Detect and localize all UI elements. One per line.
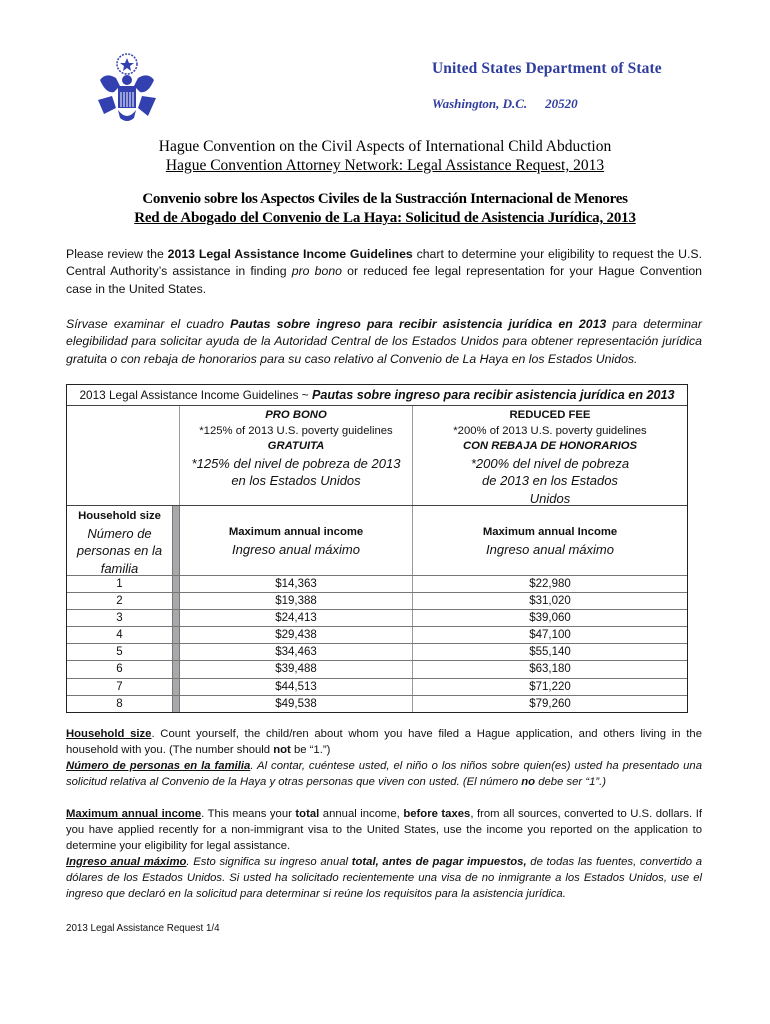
note-text: . This means your	[201, 808, 296, 820]
household-size-cell: 3	[116, 612, 123, 625]
reduced-fee-income-cell: $31,020	[529, 595, 571, 608]
intro-en-text: or reduced fee legal representation for your Hague Convention case in the United States.	[66, 264, 702, 296]
pro-bono-income-cell: $29,438	[180, 627, 413, 643]
note-bold: no	[521, 776, 536, 788]
reduced-fee-income-cell: $63,180	[529, 663, 571, 676]
table-row	[67, 678, 687, 695]
intro-en-text: Please review the	[66, 247, 168, 261]
title-english-line1: Hague Convention on the Civil Aspects of International Child Abduction	[158, 138, 612, 155]
income-guidelines-table	[66, 384, 688, 713]
pro-bono-income-cell: $34,463	[180, 644, 413, 660]
household-size-cell: 7	[116, 680, 123, 693]
intro-es-bold: Pautas sobre ingreso para recibir asistencia jurídica en 2013	[230, 317, 607, 331]
pro-bono-income-cell: $49,538	[180, 696, 413, 712]
pro-bono-income-cell: $19,388	[180, 593, 413, 609]
table-row	[67, 643, 687, 660]
reduced-fee-header	[413, 406, 687, 505]
zip-code: 20520	[545, 96, 578, 111]
table-row	[67, 609, 687, 626]
household-size-note-english	[66, 726, 702, 758]
separator-bar	[172, 679, 180, 695]
household-size-cell: 5	[116, 646, 123, 659]
reduced-fee-income-cell: $71,220	[529, 680, 571, 693]
household-size-note-spanish	[66, 758, 702, 790]
table-row	[67, 695, 687, 712]
table-title-spanish: Pautas sobre ingreso para recibir asistencia jurídica en 2013	[311, 388, 675, 402]
reduced-fee-desc-en: *200% of 2013 U.S. poverty guidelines	[453, 424, 647, 437]
intro-es-text: para determinar elegibilidad para solicitar ayuda de la Autoridad Central de los Estados Unidos para obtener representación jurídica gratuita o con rebaja de honorarios para su caso relativo al Convenio de La Haya en los Estados Unidos.	[66, 317, 702, 366]
max-income-note-english	[66, 806, 702, 854]
note-text: , from all sources, converted to U.S. dollars. If you have applied recently for a non-immigrant visa to the United States, use the income you reported on the application to determine your eligibility for legal assistance.	[66, 808, 702, 852]
reduced-fee-income-header	[413, 506, 687, 575]
reduced-fee-income-cell: $22,980	[529, 578, 571, 590]
table-row	[67, 592, 687, 609]
city: Washington, D.C.	[432, 96, 528, 111]
reduced-fee-income-cell: $47,100	[529, 629, 571, 642]
pro-bono-label-es: GRATUITA	[267, 440, 325, 453]
intro-english	[66, 246, 702, 298]
household-size-cell: 6	[116, 663, 123, 676]
household-size-cell: 4	[116, 629, 123, 642]
note-term: Maximum annual income	[66, 808, 202, 820]
pro-bono-income-header	[180, 506, 413, 575]
table-row	[67, 660, 687, 677]
note-text: . Al contar, cuéntese usted, el niño o los niños sobre quien(es) usted ha presentado una solicitud relativa al Convenio de la Haya y otras personas que viven con usted. (El número	[66, 760, 702, 788]
pro-bono-label: PRO BONO	[265, 409, 327, 421]
reduced-fee-desc-es: *200% del nivel de pobreza de 2013 en los Estados Unidos	[470, 455, 630, 506]
agency-address	[432, 96, 578, 112]
separator-bar	[172, 696, 180, 712]
separator-bar	[172, 610, 180, 626]
note-text: de todas las fuentes, convertido a dólares de los Estados Unidos. Si usted ha solicitado recientemente una visa de no inmigrante a los Estados Unidos, use el ingreso que declaró en la solicitud para determinar si reúne los requisitos para la asistencia jurídica.	[66, 856, 702, 900]
reduced-fee-income-cell: $79,260	[529, 697, 571, 710]
note-bold: total	[295, 808, 320, 820]
guidelines-header-row	[67, 406, 687, 505]
note-text: annual income,	[319, 808, 404, 820]
intro-es-text: Sírvase examinar el cuadro	[66, 317, 231, 331]
note-text: be “1.”)	[290, 744, 331, 756]
title-spanish-line1: Convenio sobre los Aspectos Civiles de la Sustracción Internacional de Menores	[142, 191, 628, 207]
pro-bono-desc-es: *125% del nivel de pobreza de 2013 en los Estados Unidos	[191, 455, 401, 489]
great-seal-icon	[96, 52, 158, 128]
title-english-line2: Hague Convention Attorney Network: Legal Assistance Request, 2013	[165, 157, 605, 174]
separator-bar	[172, 627, 180, 643]
separator-bar	[172, 506, 180, 575]
intro-en-italic: pro bono	[291, 264, 342, 279]
household-size-header	[67, 506, 172, 575]
note-text: . Count yourself, the child/ren about whom you have filed a Hague application, and others living in the household with you. (The number should	[66, 728, 702, 756]
table-title-english: 2013 Legal Assistance Income Guidelines ~	[79, 388, 312, 402]
household-size-en: Household size	[78, 510, 161, 522]
page-footer: 2013 Legal Assistance Request 1/4	[66, 923, 220, 934]
empty-cell	[67, 406, 180, 505]
max-income-es: Ingreso anual máximo	[486, 541, 614, 557]
household-size-es: Número de personas en la familia	[76, 525, 163, 576]
reduced-fee-income-cell: $39,060	[529, 612, 571, 625]
separator-bar	[172, 661, 180, 677]
table-row	[67, 626, 687, 643]
intro-spanish	[66, 316, 702, 368]
reduced-fee-label: REDUCED FEE	[509, 409, 591, 421]
separator-bar	[172, 644, 180, 660]
max-income-note-spanish	[66, 854, 702, 902]
note-bold: total, antes de pagar impuestos,	[351, 856, 527, 868]
pro-bono-desc-en: *125% of 2013 U.S. poverty guidelines	[199, 424, 393, 437]
household-size-cell: 1	[116, 578, 123, 590]
note-text: debe ser “1”.)	[535, 776, 607, 788]
intro-en-bold: 2013 Legal Assistance Income Guidelines	[167, 247, 413, 261]
pro-bono-income-cell: $24,413	[180, 610, 413, 626]
note-term: Ingreso anual máximo	[66, 856, 187, 868]
max-income-en: Maximum annual income	[228, 526, 364, 538]
max-income-en: Maximum annual Income	[482, 526, 618, 538]
agency-name: United States Department of State	[432, 60, 662, 77]
note-bold: not	[273, 744, 291, 756]
household-size-cell: 8	[116, 697, 123, 710]
household-size-cell: 2	[116, 595, 123, 608]
note-term: Número de personas en la familia	[66, 760, 251, 772]
pro-bono-income-cell: $44,513	[180, 679, 413, 695]
note-term: Household size	[66, 728, 152, 740]
title-spanish-line2: Red de Abogado del Convenio de La Haya: Solicitud de Asistencia Jurídica, 2013	[134, 210, 636, 226]
column-header-row	[67, 505, 687, 575]
separator-bar	[172, 593, 180, 609]
pro-bono-header	[180, 406, 413, 505]
note-bold: before taxes	[403, 808, 471, 820]
reduced-fee-label-es: CON REBAJA DE HONORARIOS	[462, 440, 638, 453]
table-title	[67, 385, 687, 406]
separator-bar	[172, 576, 180, 592]
intro-en-text: chart to determine your eligibility to request the U.S. Central Authority’s assistance in finding	[66, 247, 702, 279]
table-row	[67, 575, 687, 592]
max-income-es: Ingreso anual máximo	[232, 541, 360, 557]
note-text: . Esto significa su ingreso anual	[186, 856, 352, 868]
reduced-fee-income-cell: $55,140	[529, 646, 571, 659]
pro-bono-income-cell: $39,488	[180, 661, 413, 677]
pro-bono-income-cell: $14,363	[180, 576, 413, 592]
